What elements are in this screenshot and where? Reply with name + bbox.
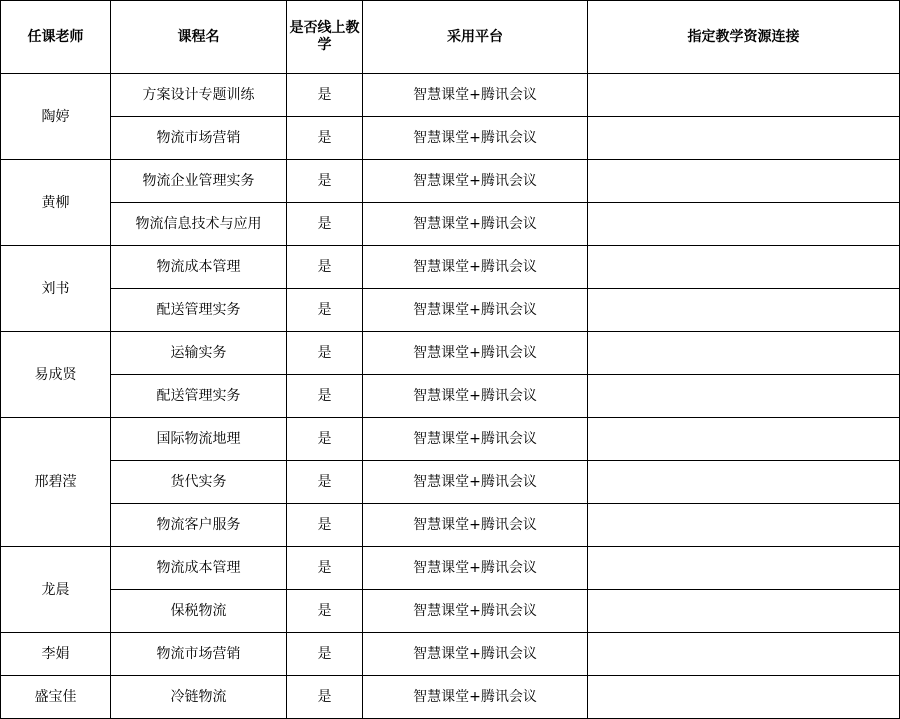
table-row xyxy=(1,203,900,246)
table-row xyxy=(1,289,900,332)
course-cell: 保税物流 xyxy=(111,590,287,633)
link-cell xyxy=(588,547,900,590)
platform-cell: 智慧课堂+腾讯会议 xyxy=(363,633,588,676)
header-online: 是否线上教学 xyxy=(287,1,363,74)
course-cell: 物流信息技术与应用 xyxy=(111,203,287,246)
platform-cell: 智慧课堂+腾讯会议 xyxy=(363,246,588,289)
link-cell xyxy=(588,289,900,332)
online-cell: 是 xyxy=(287,676,363,719)
platform-cell: 智慧课堂+腾讯会议 xyxy=(363,375,588,418)
teacher-cell: 李娟 xyxy=(1,633,111,676)
table-row xyxy=(1,246,900,289)
course-cell: 物流成本管理 xyxy=(111,547,287,590)
link-cell xyxy=(588,375,900,418)
header-link: 指定教学资源连接 xyxy=(588,1,900,74)
course-cell: 物流成本管理 xyxy=(111,246,287,289)
table-row xyxy=(1,461,900,504)
teacher-cell: 黄柳 xyxy=(1,160,111,246)
course-cell: 物流客户服务 xyxy=(111,504,287,547)
link-cell xyxy=(588,160,900,203)
online-cell: 是 xyxy=(287,375,363,418)
course-cell: 物流企业管理实务 xyxy=(111,160,287,203)
teacher-cell: 盛宝佳 xyxy=(1,676,111,719)
platform-cell: 智慧课堂+腾讯会议 xyxy=(363,117,588,160)
online-cell: 是 xyxy=(287,246,363,289)
link-cell xyxy=(588,590,900,633)
course-cell: 冷链物流 xyxy=(111,676,287,719)
course-cell: 配送管理实务 xyxy=(111,289,287,332)
table-row xyxy=(1,633,900,676)
teacher-cell: 龙晨 xyxy=(1,547,111,633)
link-cell xyxy=(588,246,900,289)
online-cell: 是 xyxy=(287,504,363,547)
teacher-cell: 陶婷 xyxy=(1,74,111,160)
teacher-cell: 刘书 xyxy=(1,246,111,332)
table-row xyxy=(1,590,900,633)
table-row xyxy=(1,74,900,117)
teacher-cell: 易成贤 xyxy=(1,332,111,418)
course-cell: 物流市场营销 xyxy=(111,633,287,676)
teacher-cell: 邢碧滢 xyxy=(1,418,111,547)
link-cell xyxy=(588,74,900,117)
link-cell xyxy=(588,633,900,676)
online-cell: 是 xyxy=(287,418,363,461)
table-row xyxy=(1,160,900,203)
online-cell: 是 xyxy=(287,289,363,332)
table-row xyxy=(1,375,900,418)
platform-cell: 智慧课堂+腾讯会议 xyxy=(363,289,588,332)
online-cell: 是 xyxy=(287,203,363,246)
online-cell: 是 xyxy=(287,74,363,117)
platform-cell: 智慧课堂+腾讯会议 xyxy=(363,160,588,203)
online-cell: 是 xyxy=(287,332,363,375)
course-cell: 物流市场营销 xyxy=(111,117,287,160)
platform-cell: 智慧课堂+腾讯会议 xyxy=(363,590,588,633)
link-cell xyxy=(588,203,900,246)
online-cell: 是 xyxy=(287,633,363,676)
table-row xyxy=(1,504,900,547)
course-cell: 运输实务 xyxy=(111,332,287,375)
course-cell: 配送管理实务 xyxy=(111,375,287,418)
table-row xyxy=(1,117,900,160)
platform-cell: 智慧课堂+腾讯会议 xyxy=(363,74,588,117)
course-cell: 货代实务 xyxy=(111,461,287,504)
course-cell: 方案设计专题训练 xyxy=(111,74,287,117)
online-cell: 是 xyxy=(287,160,363,203)
course-cell: 国际物流地理 xyxy=(111,418,287,461)
platform-cell: 智慧课堂+腾讯会议 xyxy=(363,418,588,461)
table-row xyxy=(1,676,900,719)
table-body xyxy=(1,74,900,719)
platform-cell: 智慧课堂+腾讯会议 xyxy=(363,332,588,375)
platform-cell: 智慧课堂+腾讯会议 xyxy=(363,504,588,547)
header-platform: 采用平台 xyxy=(363,1,588,74)
online-cell: 是 xyxy=(287,547,363,590)
table-row xyxy=(1,547,900,590)
link-cell xyxy=(588,418,900,461)
header-teacher: 任课老师 xyxy=(1,1,111,74)
link-cell xyxy=(588,332,900,375)
online-cell: 是 xyxy=(287,117,363,160)
platform-cell: 智慧课堂+腾讯会议 xyxy=(363,203,588,246)
header-course: 课程名 xyxy=(111,1,287,74)
link-cell xyxy=(588,117,900,160)
platform-cell: 智慧课堂+腾讯会议 xyxy=(363,547,588,590)
online-cell: 是 xyxy=(287,590,363,633)
table-row xyxy=(1,418,900,461)
header-row xyxy=(1,1,900,74)
link-cell xyxy=(588,504,900,547)
platform-cell: 智慧课堂+腾讯会议 xyxy=(363,676,588,719)
platform-cell: 智慧课堂+腾讯会议 xyxy=(363,461,588,504)
table-row xyxy=(1,332,900,375)
link-cell xyxy=(588,676,900,719)
link-cell xyxy=(588,461,900,504)
online-cell: 是 xyxy=(287,461,363,504)
